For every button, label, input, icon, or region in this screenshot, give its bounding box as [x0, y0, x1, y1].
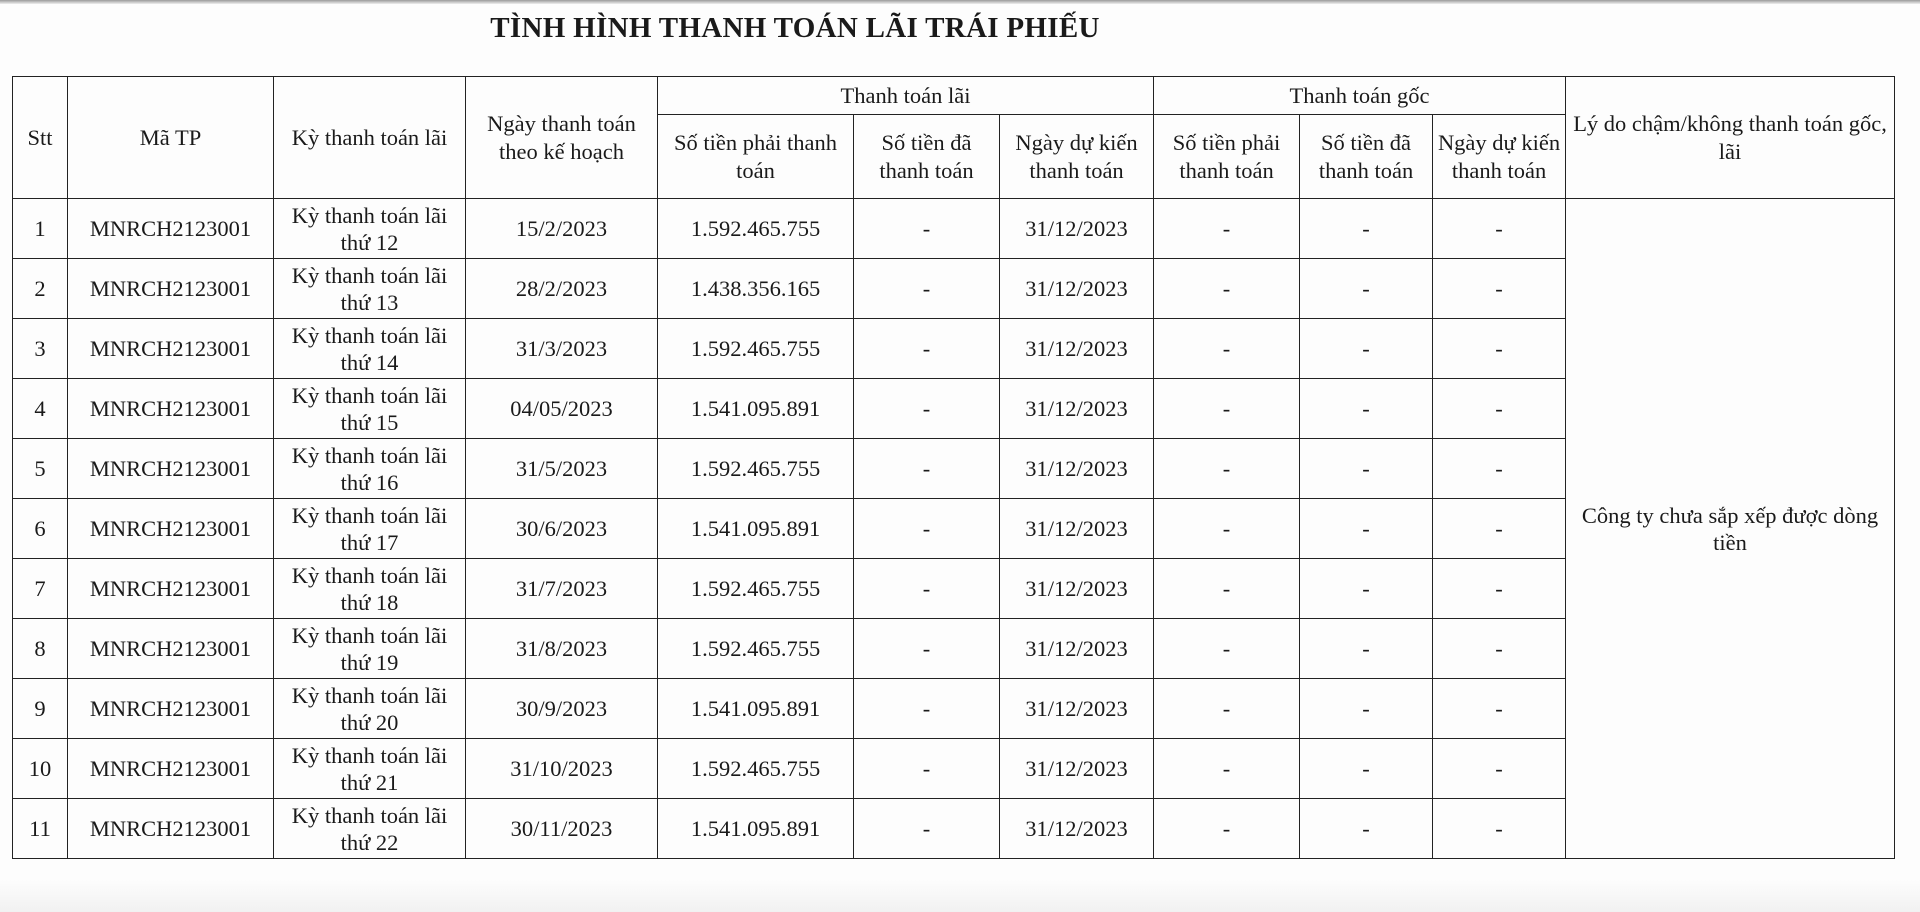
cell-goc-ngay: - [1433, 319, 1566, 379]
cell-lai-phai: 1.592.465.755 [658, 199, 854, 259]
cell-ngay-ke-hoach: 15/2/2023 [466, 199, 658, 259]
scan-bottom-edge [0, 880, 1920, 912]
cell-stt: 5 [13, 439, 68, 499]
header-lai-so-tien-phai: Số tiền phải thanh toán [658, 115, 854, 199]
cell-goc-ngay: - [1433, 799, 1566, 859]
header-goc-ngay-du-kien: Ngày dự kiến thanh toán [1433, 115, 1566, 199]
cell-stt: 7 [13, 559, 68, 619]
cell-stt: 2 [13, 259, 68, 319]
cell-lai-ngay: 31/12/2023 [1000, 619, 1154, 679]
cell-lai-da: - [854, 739, 1000, 799]
cell-lai-ngay: 31/12/2023 [1000, 319, 1154, 379]
cell-lai-ngay: 31/12/2023 [1000, 679, 1154, 739]
cell-ngay-ke-hoach: 30/9/2023 [466, 679, 658, 739]
cell-lai-ngay: 31/12/2023 [1000, 799, 1154, 859]
cell-goc-da: - [1300, 319, 1433, 379]
cell-ma-tp: MNRCH2123001 [68, 439, 274, 499]
cell-goc-da: - [1300, 559, 1433, 619]
header-ma-tp: Mã TP [68, 77, 274, 199]
cell-goc-ngay: - [1433, 379, 1566, 439]
cell-lai-ngay: 31/12/2023 [1000, 559, 1154, 619]
cell-ma-tp: MNRCH2123001 [68, 679, 274, 739]
cell-lai-da: - [854, 499, 1000, 559]
cell-goc-phai: - [1154, 559, 1300, 619]
cell-ky: Kỳ thanh toán lãi thứ 13 [274, 259, 466, 319]
cell-ngay-ke-hoach: 31/10/2023 [466, 739, 658, 799]
cell-goc-phai: - [1154, 679, 1300, 739]
cell-lai-ngay: 31/12/2023 [1000, 379, 1154, 439]
header-goc-so-tien-da: Số tiền đã thanh toán [1300, 115, 1433, 199]
cell-goc-da: - [1300, 679, 1433, 739]
cell-ky: Kỳ thanh toán lãi thứ 18 [274, 559, 466, 619]
cell-ma-tp: MNRCH2123001 [68, 499, 274, 559]
header-ly-do: Lý do chậm/không thanh toán gốc, lãi [1566, 77, 1895, 199]
cell-lai-da: - [854, 619, 1000, 679]
cell-ma-tp: MNRCH2123001 [68, 379, 274, 439]
cell-goc-da: - [1300, 739, 1433, 799]
cell-stt: 9 [13, 679, 68, 739]
cell-stt: 10 [13, 739, 68, 799]
cell-ky: Kỳ thanh toán lãi thứ 14 [274, 319, 466, 379]
cell-lai-phai: 1.592.465.755 [658, 619, 854, 679]
cell-lai-ngay: 31/12/2023 [1000, 439, 1154, 499]
cell-ky: Kỳ thanh toán lãi thứ 20 [274, 679, 466, 739]
document-title: TÌNH HÌNH THANH TOÁN LÃI TRÁI PHIẾU [490, 12, 1100, 44]
cell-lai-ngay: 31/12/2023 [1000, 199, 1154, 259]
cell-goc-da: - [1300, 439, 1433, 499]
cell-ma-tp: MNRCH2123001 [68, 259, 274, 319]
cell-lai-phai: 1.438.356.165 [658, 259, 854, 319]
cell-lai-da: - [854, 679, 1000, 739]
cell-goc-ngay: - [1433, 199, 1566, 259]
cell-lai-phai: 1.592.465.755 [658, 739, 854, 799]
cell-goc-ngay: - [1433, 439, 1566, 499]
cell-ky: Kỳ thanh toán lãi thứ 22 [274, 799, 466, 859]
cell-ngay-ke-hoach: 28/2/2023 [466, 259, 658, 319]
header-ngay-ke-hoach: Ngày thanh toán theo kế hoạch [466, 77, 658, 199]
cell-ma-tp: MNRCH2123001 [68, 319, 274, 379]
cell-goc-da: - [1300, 619, 1433, 679]
cell-lai-phai: 1.541.095.891 [658, 679, 854, 739]
cell-goc-phai: - [1154, 499, 1300, 559]
cell-goc-phai: - [1154, 379, 1300, 439]
cell-ly-do: Công ty chưa sắp xếp được dòng tiền [1566, 199, 1895, 859]
header-group-thanh-toan-goc: Thanh toán gốc [1154, 77, 1566, 115]
cell-ky: Kỳ thanh toán lãi thứ 19 [274, 619, 466, 679]
cell-stt: 6 [13, 499, 68, 559]
header-stt: Stt [13, 77, 68, 199]
header-lai-so-tien-da: Số tiền đã thanh toán [854, 115, 1000, 199]
cell-ky: Kỳ thanh toán lãi thứ 16 [274, 439, 466, 499]
header-lai-ngay-du-kien: Ngày dự kiến thanh toán [1000, 115, 1154, 199]
cell-goc-ngay: - [1433, 559, 1566, 619]
cell-ngay-ke-hoach: 04/05/2023 [466, 379, 658, 439]
cell-ma-tp: MNRCH2123001 [68, 619, 274, 679]
cell-ma-tp: MNRCH2123001 [68, 559, 274, 619]
cell-goc-ngay: - [1433, 259, 1566, 319]
cell-goc-da: - [1300, 499, 1433, 559]
cell-ngay-ke-hoach: 31/5/2023 [466, 439, 658, 499]
cell-lai-phai: 1.592.465.755 [658, 559, 854, 619]
header-goc-so-tien-phai: Số tiền phải thanh toán [1154, 115, 1300, 199]
cell-goc-phai: - [1154, 799, 1300, 859]
cell-stt: 4 [13, 379, 68, 439]
cell-lai-da: - [854, 259, 1000, 319]
cell-goc-ngay: - [1433, 739, 1566, 799]
cell-lai-phai: 1.541.095.891 [658, 499, 854, 559]
cell-goc-phai: - [1154, 199, 1300, 259]
cell-lai-ngay: 31/12/2023 [1000, 499, 1154, 559]
cell-ma-tp: MNRCH2123001 [68, 199, 274, 259]
cell-stt: 11 [13, 799, 68, 859]
cell-ngay-ke-hoach: 31/3/2023 [466, 319, 658, 379]
cell-ky: Kỳ thanh toán lãi thứ 15 [274, 379, 466, 439]
cell-goc-phai: - [1154, 319, 1300, 379]
cell-stt: 8 [13, 619, 68, 679]
cell-lai-ngay: 31/12/2023 [1000, 739, 1154, 799]
cell-lai-phai: 1.592.465.755 [658, 439, 854, 499]
cell-goc-da: - [1300, 259, 1433, 319]
cell-goc-phai: - [1154, 619, 1300, 679]
cell-ngay-ke-hoach: 30/11/2023 [466, 799, 658, 859]
cell-goc-ngay: - [1433, 499, 1566, 559]
cell-lai-phai: 1.541.095.891 [658, 379, 854, 439]
cell-ngay-ke-hoach: 30/6/2023 [466, 499, 658, 559]
cell-goc-phai: - [1154, 439, 1300, 499]
scan-top-edge [0, 0, 1920, 4]
cell-ngay-ke-hoach: 31/7/2023 [466, 559, 658, 619]
header-row-group [13, 77, 1895, 115]
cell-lai-ngay: 31/12/2023 [1000, 259, 1154, 319]
cell-lai-da: - [854, 379, 1000, 439]
cell-goc-phai: - [1154, 739, 1300, 799]
cell-ma-tp: MNRCH2123001 [68, 799, 274, 859]
table-row [13, 199, 1895, 259]
cell-ky: Kỳ thanh toán lãi thứ 21 [274, 739, 466, 799]
cell-goc-ngay: - [1433, 679, 1566, 739]
bond-interest-payment-table [12, 76, 1895, 859]
cell-ky: Kỳ thanh toán lãi thứ 17 [274, 499, 466, 559]
cell-lai-da: - [854, 439, 1000, 499]
cell-lai-da: - [854, 799, 1000, 859]
cell-lai-da: - [854, 199, 1000, 259]
header-group-thanh-toan-lai: Thanh toán lãi [658, 77, 1154, 115]
cell-lai-phai: 1.592.465.755 [658, 319, 854, 379]
cell-goc-phai: - [1154, 259, 1300, 319]
cell-ma-tp: MNRCH2123001 [68, 739, 274, 799]
cell-goc-da: - [1300, 379, 1433, 439]
cell-goc-ngay: - [1433, 619, 1566, 679]
cell-ngay-ke-hoach: 31/8/2023 [466, 619, 658, 679]
cell-ky: Kỳ thanh toán lãi thứ 12 [274, 199, 466, 259]
cell-stt: 1 [13, 199, 68, 259]
cell-lai-da: - [854, 319, 1000, 379]
cell-goc-da: - [1300, 799, 1433, 859]
cell-goc-da: - [1300, 199, 1433, 259]
cell-lai-da: - [854, 559, 1000, 619]
header-ky-thanh-toan: Kỳ thanh toán lãi [274, 77, 466, 199]
cell-lai-phai: 1.541.095.891 [658, 799, 854, 859]
cell-stt: 3 [13, 319, 68, 379]
